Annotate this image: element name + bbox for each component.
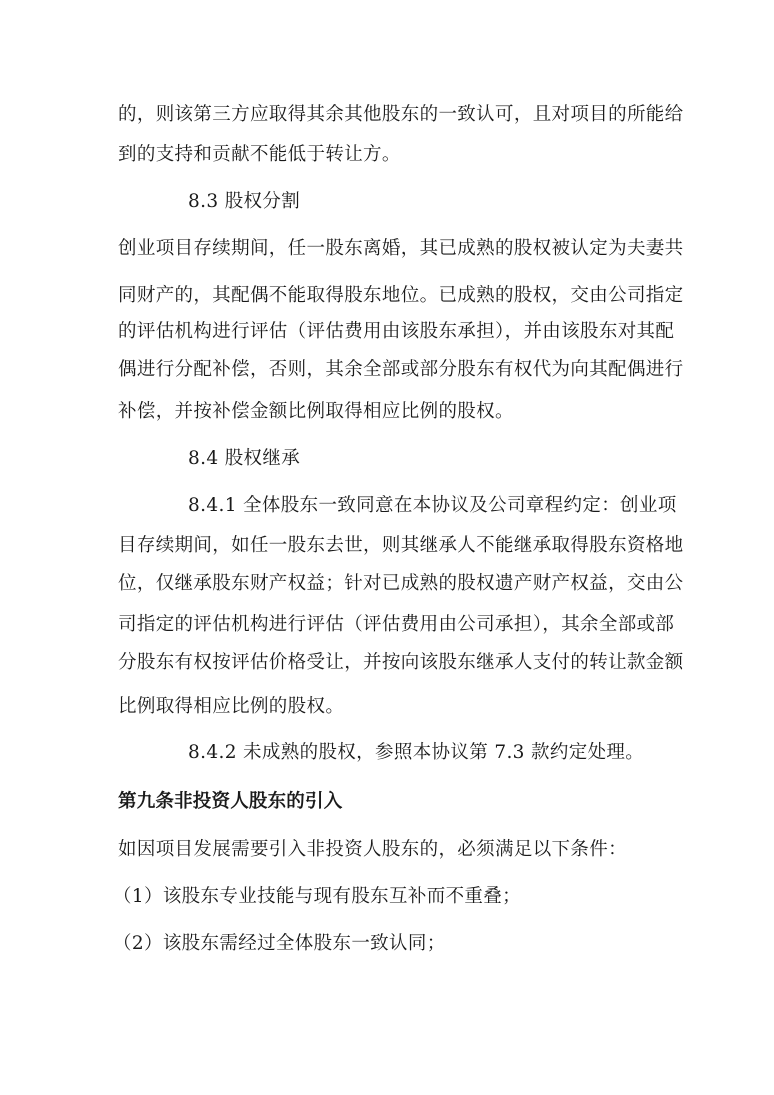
paragraph-line: 分股东有权按评估价格受让，并按向该股东继承人支付的转让款金额 (118, 652, 684, 673)
paragraph-line: 的，则该第三方应取得其余其他股东的一致认可，且对项目的所能给 (118, 104, 684, 125)
paragraph-line: 8.4.2 未成熟的股权，参照本协议第 7.3 款约定处理。 (188, 742, 645, 763)
paragraph-line: 同财产的，其配偶不能取得股东地位。已成熟的股权，交由公司指定 (118, 285, 684, 306)
paragraph-line: 如因项目发展需要引入非投资人股东的，必须满足以下条件： (118, 839, 627, 860)
paragraph-line: 目存续期间，如任一股东去世，则其继承人不能继承取得股东资格地 (118, 535, 684, 556)
paragraph-line: 8.4.1 全体股东一致同意在本协议及公司章程约定：创业项 (188, 495, 677, 516)
paragraph-line: 到的支持和贡献不能低于转让方。 (118, 144, 401, 165)
paragraph-line: 创业项目存续期间，任一股东离婚，其已成熟的股权被认定为夫妻共 (118, 238, 684, 259)
list-item: （2）该股东需经过全体股东一致认同； (113, 933, 446, 954)
paragraph-line: 的评估机构进行评估（评估费用由该股东承担），并由该股东对其配 (118, 321, 675, 342)
paragraph-line: 位，仅继承股东财产权益；针对已成熟的股权遗产财产权益，交由公 (118, 573, 684, 594)
section-heading-8-3: 8.3 股权分割 (188, 191, 301, 212)
article-heading-9: 第九条非投资人股东的引入 (118, 791, 343, 812)
paragraph-line: 比例取得相应比例的股权。 (118, 696, 345, 717)
paragraph-line: 补偿，并按补偿金额比例取得相应比例的股权。 (118, 401, 514, 422)
paragraph-line: 偶进行分配补偿，否则，其余全部或部分股东有权代为向其配偶进行 (118, 359, 684, 380)
list-item: （1）该股东专业技能与现有股东互补而不重叠； (113, 886, 521, 907)
paragraph-line: 司指定的评估机构进行评估（评估费用由公司承担），其余全部或部 (118, 614, 675, 635)
section-heading-8-4: 8.4 股权继承 (188, 448, 301, 469)
